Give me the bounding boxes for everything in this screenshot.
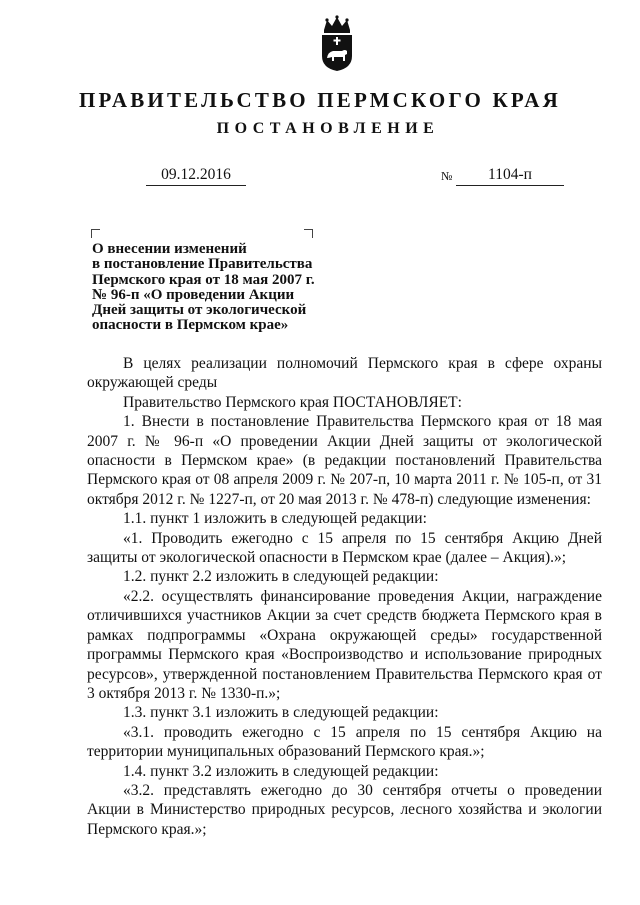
number-label: № xyxy=(441,169,453,183)
government-title: ПРАВИТЕЛЬСТВО ПЕРМСКОГО КРАЯ xyxy=(78,88,561,112)
body-paragraph: 1.3. пункт 3.1 изложить в следующей редакции: xyxy=(123,704,439,722)
body-paragraph: «1. Проводить ежегодно с 15 апреля по 15 сентября Акцию Дней защиты от экологической опасности в Пермском крае (далее – Акция).»; xyxy=(87,529,602,567)
document-type: ПОСТАНОВЛЕНИЕ xyxy=(216,120,440,137)
subject-line: Дней защиты от экологической xyxy=(92,302,307,319)
body-paragraph: 1.2. пункт 2.2 изложить в следующей редакции: xyxy=(123,568,439,586)
decree-date: 09.12.2016 xyxy=(146,166,246,186)
perm-krai-coat-of-arms-icon xyxy=(318,14,356,72)
subject-line: в постановление Правительства xyxy=(92,256,313,273)
subject-corner-right xyxy=(304,229,313,238)
body-paragraph: «2.2. осуществлять финансирование проведения Акции, награждение отличившихся участников Акции за счет средств бюджета Пермского края в рамках подпрограммы «Охрана окружающей среды» государственной программы Пермского края «Воспроизводство и использование природных ресурсов», утвержденной постановлением Правительства Пермского края от 3 октября 2013 г. № 1330-п.»; xyxy=(87,587,602,702)
subject-line: № 96-п «О проведении Акции xyxy=(92,286,295,303)
body-paragraph: В целях реализации полномочий Пермского края в сфере охраны окружающей среды xyxy=(87,355,602,392)
body-paragraph: Правительство Пермского края ПОСТАНОВЛЯЕТ: xyxy=(123,393,462,411)
subject-corner-left xyxy=(91,229,100,238)
subject-line: Пермского края от 18 мая 2007 г. xyxy=(92,271,315,288)
subject-line: О внесении изменений xyxy=(92,241,247,257)
decree-subject xyxy=(92,242,332,334)
decree-number: 1104-п xyxy=(456,166,564,186)
body-paragraph: «3.1. проводить ежегодно с 15 апреля по 15 сентября Акцию на территории муниципальных образований Пермского края.»; xyxy=(87,723,602,761)
body-paragraph: 1.4. пункт 3.2 изложить в следующей редакции: xyxy=(123,762,439,780)
body-paragraph: «3.2. представлять ежегодно до 30 сентября отчеты о проведении Акции в Министерство природных ресурсов, лесного хозяйства и экологии Пермского края.»; xyxy=(87,781,602,838)
body-paragraph: 1.1. пункт 1 изложить в следующей редакции: xyxy=(123,510,427,528)
subject-line: опасности в Пермском крае» xyxy=(92,317,289,334)
decree-body xyxy=(87,354,602,839)
body-paragraph: 1. Внести в постановление Правительства Пермского края от 18 мая 2007 г. № 96-п «О проведении Акции Дней защиты от экологической опасности в Пермском крае» (в редакции постановлений Правительства Пермского края от 08 апреля 2009 г. № 207-п, 10 марта 2011 г. № 105-п, от 31 октября 2012 г. № 1227-п, от 20 мая 2013 г. № 478-п) следующие изменения: xyxy=(87,413,602,508)
